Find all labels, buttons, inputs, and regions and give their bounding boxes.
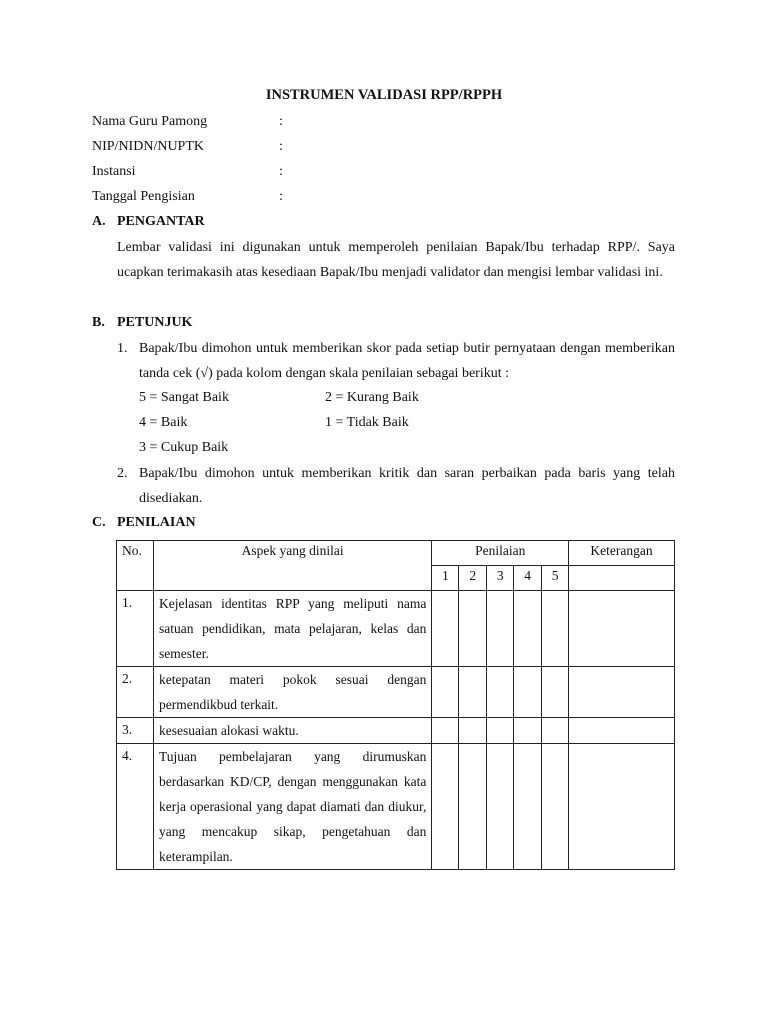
section-a-paragraph: Lembar validasi ini digunakan untuk memperoleh penilaian Bapak/Ibu terhadap RPP/. Saya ucapkan terimakasih atas kesediaan Bapak/Ibu menjadi validator dan mengisi lembar validasi ini. — [117, 240, 675, 280]
section-b-number: B. — [92, 315, 105, 330]
instruction-2-text: Bapak/Ibu dimohon untuk memberikan kritik dan saran perbaikan pada baris yang telah disediakan. — [139, 466, 675, 506]
section-a-heading — [92, 212, 205, 232]
row-1-aspect: Kejelasan identitas RPP yang meliputi nama satuan pendidikan, mata pelajaran, kelas dan semester. — [153, 591, 431, 667]
section-c-heading — [92, 513, 196, 533]
assessment-table — [116, 540, 675, 870]
section-a-number: A. — [92, 214, 106, 229]
row-4-aspect: Tujuan pembelajaran yang dirumuskan berdasarkan KD/CP, dengan menggunakan kata kerja operasional yang dapat diamati dan diukur, yang mencakup sikap, pengetahuan dan keterampilan. — [153, 744, 431, 870]
table-header-row — [117, 541, 675, 566]
row-2-score-2-cell[interactable] — [459, 667, 487, 718]
row-1-score-4-cell[interactable] — [514, 591, 542, 667]
row-2-notes-cell[interactable] — [569, 667, 675, 718]
score-header-2: 2 — [459, 566, 487, 591]
row-4-score-3-cell[interactable] — [487, 744, 514, 870]
header-notes: Keterangan — [569, 541, 675, 566]
row-4-score-2-cell[interactable] — [459, 744, 487, 870]
document-title: INSTRUMEN VALIDASI RPP/RPPH — [265, 87, 503, 103]
row-4-score-1-cell[interactable] — [432, 744, 459, 870]
instruction-1-number: 1. — [117, 341, 128, 356]
score-header-3: 3 — [487, 566, 514, 591]
section-c-number: C. — [92, 515, 106, 530]
row-1-notes-cell[interactable] — [569, 591, 675, 667]
scale-4: 4 = Baik — [139, 415, 188, 430]
section-b-heading — [92, 313, 192, 333]
section-b-title: PETUNJUK — [117, 315, 193, 330]
field-label-instansi: Instansi — [92, 164, 136, 179]
row-1-score-1-cell[interactable] — [432, 591, 459, 667]
score-header-4: 4 — [514, 566, 542, 591]
row-4-score-5-cell[interactable] — [542, 744, 569, 870]
notes-subheader-cell — [569, 566, 675, 591]
row-1-score-5-cell[interactable] — [542, 591, 569, 667]
row-1-no: 1. — [117, 591, 154, 667]
table-row — [117, 718, 675, 744]
row-3-aspect: kesesuaian alokasi waktu. — [153, 718, 431, 744]
header-rating: Penilaian — [432, 541, 569, 566]
table-row — [117, 591, 675, 667]
instruction-1-text: Bapak/Ibu dimohon untuk memberikan skor pada setiap butir pernyataan dengan memberikan tanda cek (√) pada kolom dengan skala penilaian sebagai berikut : — [139, 341, 675, 381]
row-2-no: 2. — [117, 667, 154, 718]
field-label-tanggal: Tanggal Pengisian — [92, 189, 195, 204]
row-1-score-2-cell[interactable] — [459, 591, 487, 667]
header-no: No. — [117, 541, 154, 591]
scale-2: 2 = Kurang Baik — [325, 390, 419, 405]
header-aspect: Aspek yang dinilai — [153, 541, 431, 591]
field-colon-instansi: : — [279, 164, 283, 179]
row-4-no: 4. — [117, 744, 154, 870]
field-colon-nip: : — [279, 139, 283, 154]
row-3-notes-cell[interactable] — [569, 718, 675, 744]
field-label-nip: NIP/NIDN/NUPTK — [92, 139, 204, 154]
row-4-score-4-cell[interactable] — [514, 744, 542, 870]
row-3-score-3-cell[interactable] — [487, 718, 514, 744]
scale-3: 3 = Cukup Baik — [139, 440, 229, 455]
row-3-score-5-cell[interactable] — [542, 718, 569, 744]
instruction-2-number: 2. — [117, 466, 128, 481]
row-1-score-3-cell[interactable] — [487, 591, 514, 667]
instruction-item-2 — [117, 461, 675, 511]
row-3-score-2-cell[interactable] — [459, 718, 487, 744]
instruction-item-1 — [117, 336, 675, 386]
scale-5: 5 = Sangat Baik — [139, 390, 229, 405]
row-2-score-5-cell[interactable] — [542, 667, 569, 718]
row-3-score-1-cell[interactable] — [432, 718, 459, 744]
row-4-notes-cell[interactable] — [569, 744, 675, 870]
row-2-score-4-cell[interactable] — [514, 667, 542, 718]
row-2-score-3-cell[interactable] — [487, 667, 514, 718]
row-3-no: 3. — [117, 718, 154, 744]
section-c-title: PENILAIAN — [117, 515, 196, 530]
table-row — [117, 667, 675, 718]
section-a-title: PENGANTAR — [117, 214, 205, 229]
row-3-score-4-cell[interactable] — [514, 718, 542, 744]
score-header-5: 5 — [542, 566, 569, 591]
score-header-1: 1 — [432, 566, 459, 591]
field-colon-nama: : — [279, 114, 283, 129]
row-2-score-1-cell[interactable] — [432, 667, 459, 718]
field-colon-tanggal: : — [279, 189, 283, 204]
scale-1: 1 = Tidak Baik — [325, 415, 409, 430]
table-row — [117, 744, 675, 870]
row-2-aspect: ketepatan materi pokok sesuai dengan permendikbud terkait. — [153, 667, 431, 718]
field-label-nama: Nama Guru Pamong — [92, 114, 208, 129]
